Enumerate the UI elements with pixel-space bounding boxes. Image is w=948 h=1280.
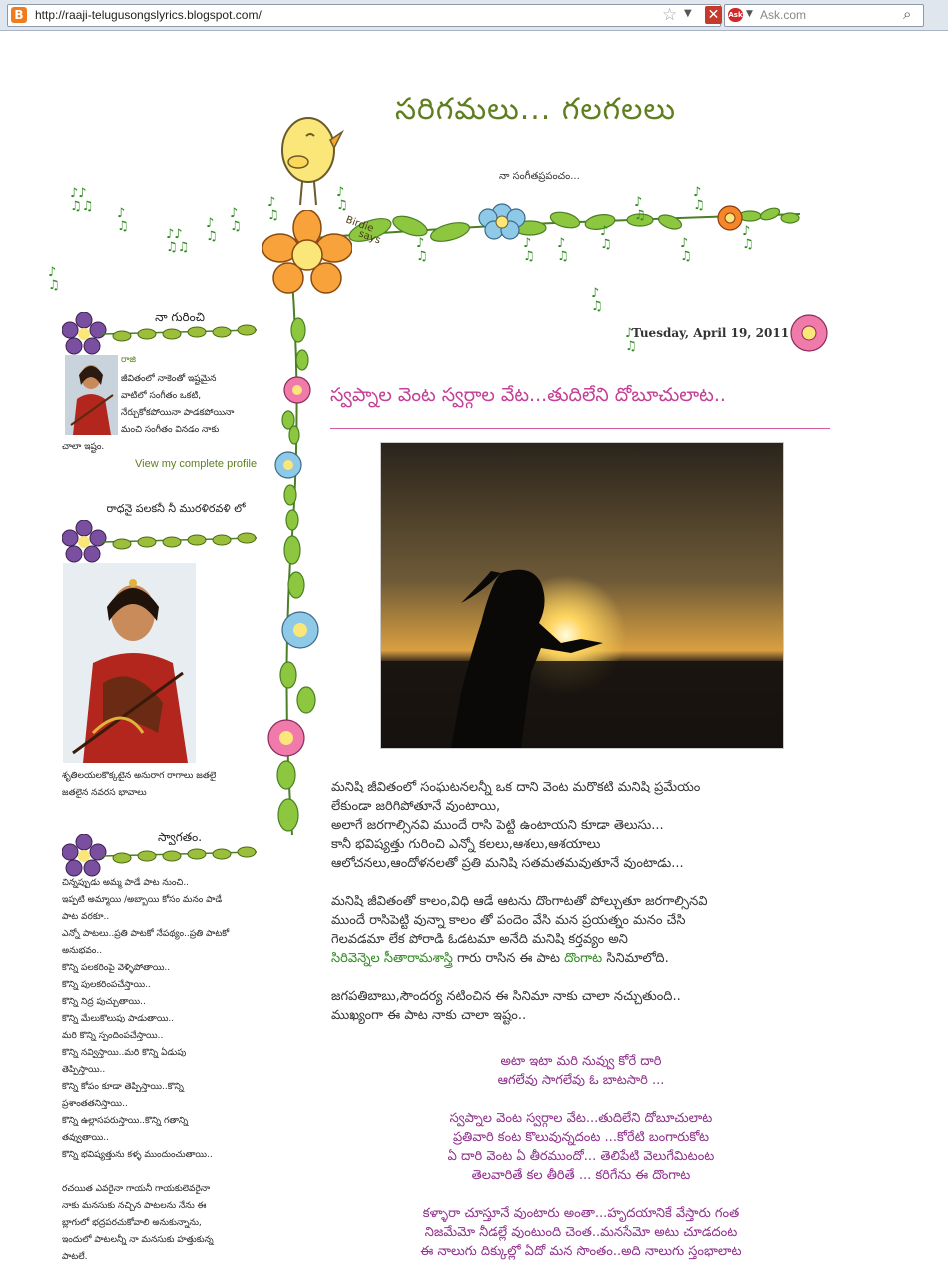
svg-text:Birdie: Birdie: [343, 214, 375, 235]
profile-name[interactable]: రాజి: [121, 355, 137, 365]
pink-flower-icon: [284, 377, 310, 403]
welcome-line: ఎన్నో పాటలు..ప్రతి పాటకో నేపథ్యం..ప్రతి పాటకో: [62, 929, 230, 939]
welcome-line: చిన్నప్పుడు అమ్మ పాడే పాట నుంచి..: [62, 878, 190, 888]
post-paragraph: [331, 987, 831, 1025]
browser-toolbar: [0, 0, 948, 31]
body-text: సినిమాలోది.: [602, 951, 669, 966]
music-note-icon: ♪ ♫: [48, 265, 60, 293]
welcome-line: తవ్వుతాయి..: [62, 1133, 109, 1143]
movie-link[interactable]: దొంగాట: [564, 951, 603, 966]
welcome-line: అనుభవం..: [62, 946, 103, 956]
welcome-line: పాట వరకూ..: [62, 912, 110, 922]
welcome-line: కొన్ని పులకరింపచేస్తాయి..: [62, 980, 151, 990]
lyrics-line: తెలవారితే కల తీరితే ... కరిగేను ఈ దొంగాట: [471, 1168, 691, 1183]
purple-flower-divider-icon: [62, 520, 262, 564]
music-note-icon: ♪♪ ♫♫: [166, 227, 190, 255]
profile-heading: నా గురించి: [155, 310, 205, 324]
purple-flower-divider-icon: [62, 834, 262, 878]
gadget-caption: [62, 768, 262, 802]
address-bar[interactable]: [7, 4, 721, 27]
profile-about: [121, 371, 261, 439]
body-line: మనిషి జీవితంలో సంఘటనలన్నీ ఒక దాని వెంట మరొకటి మనిషి ప్రమేయం: [331, 780, 701, 795]
welcome-line: కొన్ని నవ్విస్తాయి..మరి కొన్ని ఏడుపు: [62, 1048, 187, 1058]
music-note-icon: ♪ ♫: [230, 206, 242, 234]
music-note-icon: ♪ ♫: [680, 236, 692, 264]
bookmark-star-icon[interactable]: ☆: [662, 5, 678, 25]
body-line: కానీ భవిష్యత్తు గురించి ఎన్నో కలలు,ఆశలు,ఆశయాలు: [331, 837, 601, 852]
lyrics-line: ఏ దారి వెంట ఏ తీరముందో... తెలిపేటి వెలుగేమిటంట: [447, 1149, 715, 1164]
post-body: [331, 778, 831, 1044]
music-note-icon: ♪ ♫: [742, 224, 754, 252]
music-note-icon: ♪ ♫: [336, 185, 348, 213]
welcome-heading: స్వాగతం.: [157, 830, 203, 844]
about-line: జీవితంలో నాకెంతో ఇష్టమైన: [121, 374, 217, 384]
music-note-icon: ♪ ♫: [523, 236, 535, 264]
about-line: వాటిలో సంగీతం ఒకటి,: [121, 391, 202, 401]
lyrics-line: స్వప్నాల వెంట స్వర్గాల వేట...తుదిలేని దోబూచులాట: [449, 1111, 713, 1126]
ask-engine-icon[interactable]: Ask: [728, 8, 743, 22]
blog-title[interactable]: సరిగమలు... గలగలలు: [395, 92, 677, 127]
gadget-heading: రాధనై పలకనీ నీ మురళిరవళి లో: [106, 502, 246, 515]
welcome-text: [62, 875, 267, 1266]
side-vine-decoration: [262, 280, 332, 840]
history-dropdown-icon[interactable]: ▼: [684, 8, 692, 19]
music-note-icon: ♪♪ ♫♫: [70, 186, 94, 214]
welcome-line: బ్లాగులో భద్రపరచుకోవాలి అనుకున్నాను,: [62, 1218, 202, 1228]
welcome-line: కొన్ని కోపం కూడా తెప్పిస్తాయి..కొన్ని: [62, 1082, 184, 1092]
blog-description: నా సంగీతప్రపంచం...: [499, 171, 580, 182]
welcome-line: కొన్ని మేలుకొలుపు పాడుతాయి..: [62, 1014, 175, 1024]
welcome-line: ఇప్పటి అమ్మాయి /అబ్బాయి కోసం మనం పాడే: [62, 895, 223, 905]
lyricist-link[interactable]: సిరివెన్నెల సీతారామశాస్త్రి: [331, 951, 453, 966]
music-note-icon: ♪ ♫: [693, 185, 705, 213]
title-divider: [330, 428, 830, 429]
song-lyrics: [331, 1052, 831, 1280]
url-text[interactable]: http://raaji-telugusongslyrics.blogspot.com/: [35, 8, 262, 22]
music-note-icon: ♪ ♫: [625, 326, 637, 354]
welcome-line: నాకు మనసుకు నచ్చిన పాటలను నేను ఈ: [62, 1201, 207, 1211]
about-line: చాలా ఇష్టం.: [62, 442, 105, 452]
body-line: ముందే రాసిపెట్టి వున్నా కాలం తో పందెం వేసి మన ప్రయత్నం మనం చేసి: [331, 913, 686, 928]
lyrics-line: అటా ఇటా మరి నువ్వు కోరే దారి: [500, 1054, 662, 1069]
music-note-icon: ♪ ♫: [634, 195, 646, 223]
date-pink-flower-icon: [788, 312, 830, 354]
welcome-line: రచయిత ఎవరైనా గాయనీ గాయకులెవరైనా: [62, 1184, 211, 1194]
search-magnifier-icon[interactable]: ⌕: [903, 5, 912, 23]
engine-dropdown-icon[interactable]: ▼: [746, 9, 753, 19]
sunset-silhouette-photo: [380, 442, 784, 749]
search-input[interactable]: Ask.com: [760, 8, 807, 22]
svg-text:says: says: [356, 228, 382, 247]
lyrics-stanza: [331, 1109, 831, 1185]
lyrics-line: నిజమేమో నీడల్లే వుంటుంది చెంత..మనసేమో అటు చూడదంట: [424, 1225, 738, 1240]
body-line: జగపతిబాబు,సౌందర్య నటించిన ఈ సినిమా నాకు చాలా నచ్చుతుంది..: [331, 989, 681, 1004]
welcome-line: ఇందులో పాటలన్నీ నా మనసుకు హత్తుకున్న: [62, 1235, 214, 1245]
lyrics-stanza: [331, 1204, 831, 1261]
welcome-line: కొన్ని భవిష్యత్తును కళ్ళ ముందుంచుతాయి..: [62, 1150, 213, 1160]
body-line: గెలవడమా లేక పోరాడి ఓడటమా అనేది మనిషి కర్తవ్యం అని: [331, 932, 628, 947]
music-note-icon: ♪ ♫: [591, 286, 603, 314]
music-note-icon: ♪ ♫: [416, 236, 428, 264]
body-line: ముఖ్యంగా ఈ పాట నాకు చాలా ఇష్టం..: [331, 1008, 527, 1023]
purple-flower-divider-icon: [62, 312, 262, 356]
blogger-favicon-icon: B: [11, 7, 27, 23]
music-note-icon: ♪ ♫: [267, 195, 279, 223]
about-line: మంచి సంగీతం వినడం నాకు: [121, 425, 220, 435]
lyrics-line: కళ్ళారా చూస్తూనే వుంటారు అంతా...హృదయానికే వేస్తారు గంత: [422, 1206, 740, 1221]
stop-button[interactable]: ✕: [705, 6, 722, 24]
welcome-line: ప్రశాంతతనిస్తాయి..: [62, 1099, 128, 1109]
welcome-line: పాటలే.: [62, 1252, 88, 1262]
about-line: నేర్చుకోకపోయినా పాడకపోయినా: [121, 408, 235, 418]
music-note-icon: ♪ ♫: [600, 224, 612, 252]
orange-flower-icon: [262, 210, 352, 300]
body-line: ఆలోచనలు,ఆందోళనలతో ప్రతి మనిషి సతమతమవుతూనే వుంటాడు...: [331, 856, 684, 871]
welcome-line: మరి కొన్ని స్పందింపచేస్తాయి..: [62, 1031, 164, 1041]
lyrics-line: ఆగలేవు సాగలేవు ఓ బాటసారి ...: [497, 1073, 665, 1088]
music-note-icon: ♪ ♫: [557, 236, 569, 264]
lyrics-line: ఈ నాలుగు దిక్కుల్లో ఏదో మన సొంతం..అది నాలుగు స్తంభాలాట: [420, 1244, 742, 1259]
caption-line: శృతిలయలకొక్కటైన అనురాగ రాగాలు జతలై: [62, 771, 217, 781]
lyrics-stanza: [331, 1052, 831, 1090]
welcome-spacer: [62, 1164, 267, 1181]
body-text: గారు రాసిన ఈ పాట: [452, 951, 565, 966]
welcome-line: కొన్ని నిద్ర పుచ్చుతాయి..: [62, 997, 146, 1007]
blue-flower-icon: [479, 204, 525, 239]
lyrics-line: ప్రతివారి కంట కొలువున్నదంట ...కోరేటి బంగారుకోట: [452, 1130, 710, 1145]
view-profile-link[interactable]: View my complete profile: [135, 458, 258, 470]
post-paragraph: [331, 892, 831, 968]
profile-avatar[interactable]: [65, 355, 118, 435]
body-line: అలాగే జరగాల్సినవి ముందే రాసి పెట్టి ఉంటాయని కూడా తెలుసు...: [331, 818, 664, 833]
body-line: లేకుండా జరిగిపోతూనే వుంటాయి,: [331, 799, 501, 814]
search-bar[interactable]: [724, 4, 924, 27]
welcome-line: తెప్పిస్తాయి..: [62, 1065, 106, 1075]
post-title[interactable]: స్వప్నాల వెంట స్వర్గాల వేట...తుదిలేని దోబూచులాట..: [330, 384, 726, 406]
music-note-icon: ♪ ♫: [117, 206, 129, 234]
body-line: మనిషి జీవితంతో కాలం,విధి ఆడే ఆటను దొంగాటతో పోల్చుతూ జరగాల్సినవి: [331, 894, 708, 909]
post-paragraph: [331, 778, 831, 873]
violinist-painting-image: [63, 563, 196, 763]
caption-line: జతలైన నవరస భావాలు: [62, 788, 147, 798]
welcome-line: కొన్ని పలకరింపై వెళ్ళిపోతాయి..: [62, 963, 171, 973]
music-note-icon: ♪ ♫: [206, 216, 218, 244]
post-date: Tuesday, April 19, 2011: [632, 326, 790, 340]
welcome-line: కొన్ని ఉల్లాసపరుస్తాయి..కొన్ని గతాన్ని: [62, 1116, 189, 1126]
